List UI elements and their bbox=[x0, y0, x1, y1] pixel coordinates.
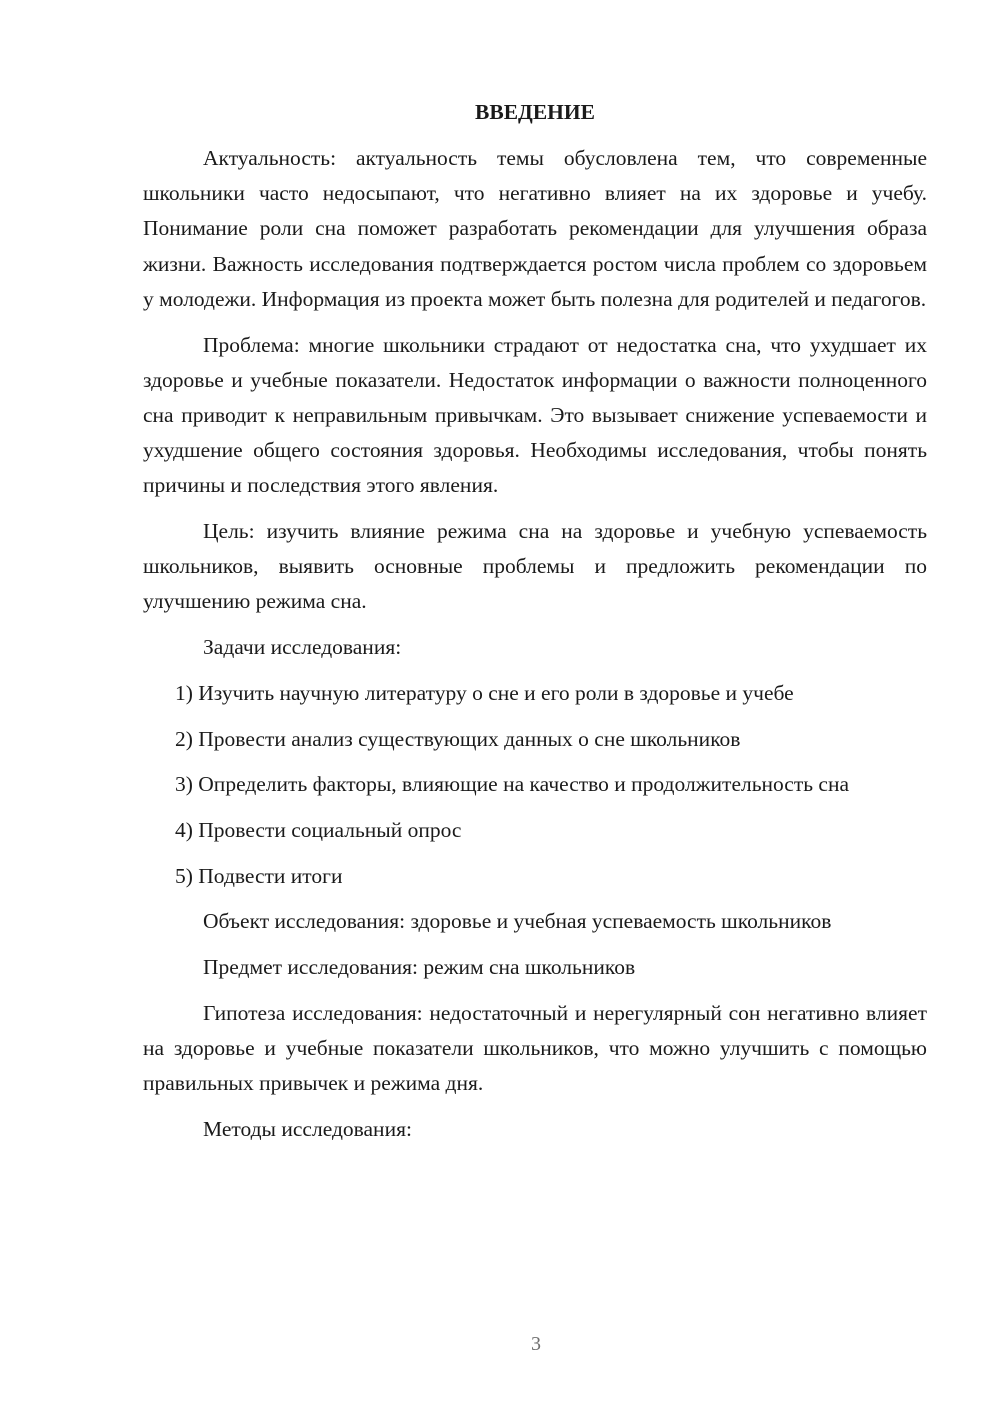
relevance-paragraph: Актуальность: актуальность темы обусловлена тем, что современные школьники часто недосыпают, что негативно влияет на их здоровье и учебу. Понимание роли сна поможет разработать рекомендации для улучшения образа жизни. Важность исследования подтверждается ростом числа проблем со здоровьем у молодежи. Информация из проекта может быть полезна для родителей и педагогов. bbox=[143, 146, 927, 311]
task-item-4: 4) Провести социальный опрос bbox=[175, 817, 462, 842]
hypothesis-paragraph: Гипотеза исследования: недостаточный и нерегулярный сон негативно влияет на здоровье и учебные показатели школьников, что можно улучшить с помощью правильных привычек и режима дня. bbox=[143, 1000, 927, 1096]
task-item-3: 3) Определить факторы, влияющие на качество и продолжительность сна bbox=[175, 772, 850, 797]
subject-paragraph: Предмет исследования: режим сна школьников bbox=[203, 955, 636, 980]
task-item-5: 5) Подвести итоги bbox=[175, 863, 343, 888]
object-paragraph: Объект исследования: здоровье и учебная успеваемость школьников bbox=[203, 909, 832, 934]
section-heading: ВВЕДЕНИЕ bbox=[475, 100, 595, 124]
problem-paragraph: Проблема: многие школьники страдают от недостатка сна, что ухудшает их здоровье и учебные показатели. Недостаток информации о важности полноценного сна приводит к неправильным привычкам. Это вызывает снижение успеваемости и ухудшение общего состояния здоровья. Необходимы исследования, чтобы понять причины и последствия этого явления. bbox=[143, 332, 927, 498]
task-item-1: 1) Изучить научную литературу о сне и его роли в здоровье и учебе bbox=[175, 680, 794, 705]
goal-paragraph: Цель: изучить влияние режима сна на здоровье и учебную успеваемость школьников, выявить основные проблемы и предложить рекомендации по улучшению режима сна. bbox=[143, 519, 927, 614]
tasks-title: Задачи исследования: bbox=[203, 635, 402, 660]
page-number: 3 bbox=[531, 1333, 541, 1355]
tasks-list bbox=[143, 676, 927, 894]
methods-title: Методы исследования: bbox=[203, 1116, 412, 1141]
page-content bbox=[143, 95, 927, 1158]
task-item-2: 2) Провести анализ существующих данных о сне школьников bbox=[175, 726, 741, 751]
